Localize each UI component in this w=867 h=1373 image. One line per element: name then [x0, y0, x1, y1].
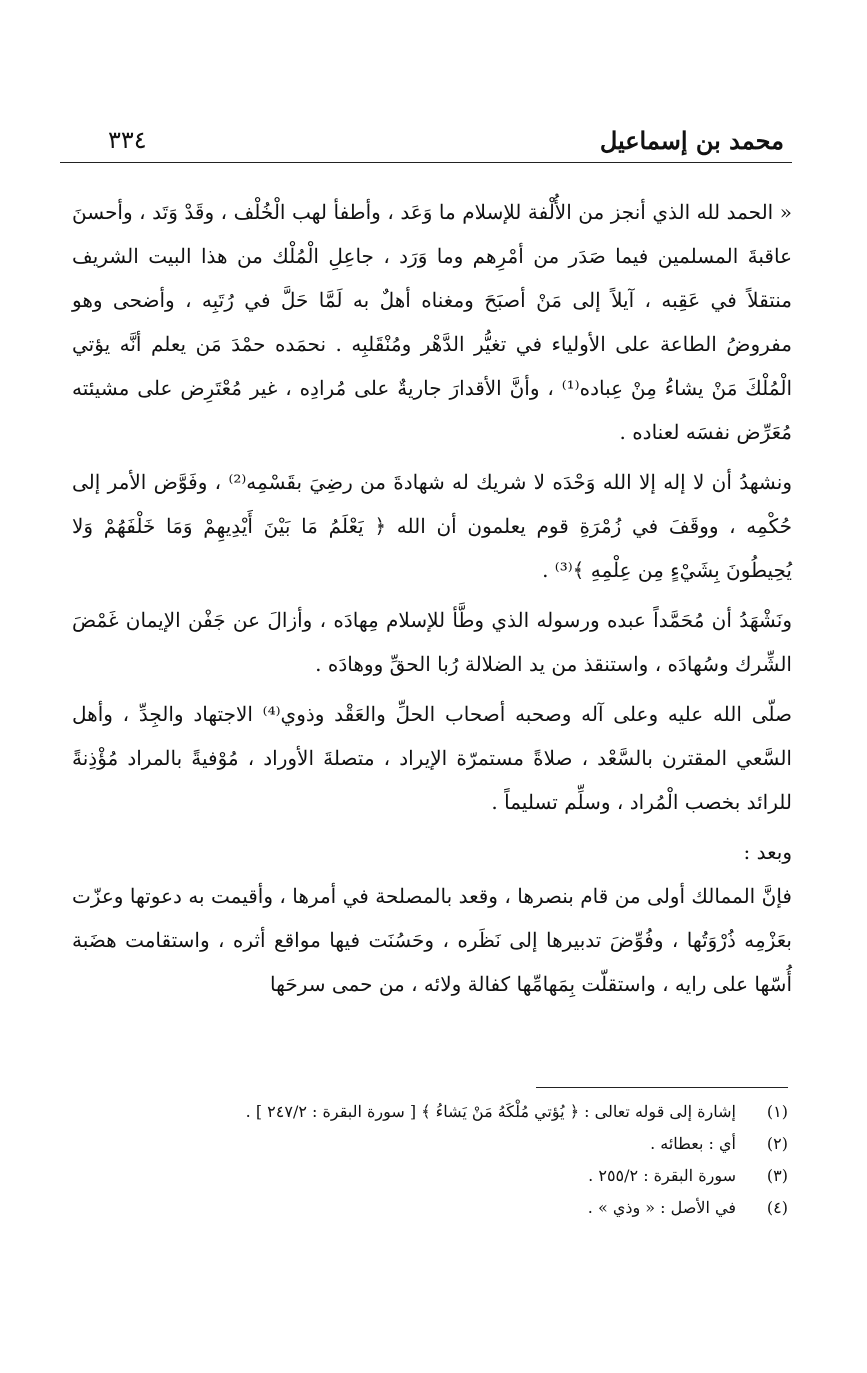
header-rule: [60, 162, 792, 163]
footnote-3: [72, 1160, 788, 1192]
footnote-text: إشارة إلى قوله تعالى : ﴿ يُؤتي مُلْكَهُ مَنْ يَشاءُ ﴾ [ سورة البقرة : ٢٤٧/٢ ] .: [245, 1102, 736, 1121]
main-text: [72, 190, 792, 1006]
footnote-number: (٢): [766, 1134, 788, 1153]
running-title: محمد بن إسماعيل: [599, 126, 784, 155]
footnote-2: [72, 1128, 788, 1160]
footnote-4: [72, 1192, 788, 1224]
footnote-number: (٣): [766, 1166, 788, 1185]
footnote-number: (١): [766, 1102, 788, 1121]
footnotes: [72, 1096, 788, 1224]
footnote-text: في الأصل : « وذي » .: [587, 1198, 736, 1217]
wa-bad-label: وبعد :: [743, 840, 792, 864]
page-header: [60, 118, 792, 158]
footnote-text: أي : بعطائه .: [650, 1134, 736, 1153]
footnote-number: (٤): [766, 1198, 788, 1217]
paragraph-rasul: ونَشْهَدُ أن مُحَمَّداً عبده ورسوله الذي وطَّأ للإسلام مِهادَه ، وأزالَ عن جَفْن الإيمان غَمْضَ الشِّرك وسُهادَه ، واستنقذ من يد الضلالة رُبا الحقِّ ووهادَه .: [72, 608, 792, 676]
footnote-1: [72, 1096, 788, 1128]
paragraph-salat: صلّى الله عليه وعلى آله وصحبه أصحاب الحلِّ والعَقْد وذوي⁽⁴⁾ الاجتهاد والجِدِّ ، وأهل السَّعي المقترن بالسَّعْد ، صلاةً مستمرّة الإيراد ، متصلةَ الأوراد ، مُوْفيةً بالمراد مُؤْذِنةً للرائد بخصب الْمُراد ، وسلِّم تسليماً .: [72, 702, 792, 814]
paragraph-mamalik: فإنَّ الممالك أولى من قام بنصرها ، وقعد بالمصلحة في أمرها ، وأقيمت به دعوتها وعزّت بعَزْمِه ذُرْوَتُها ، وفُوِّضَ تدبيرها إلى نَظَره ، وحَسُنَت فيها مواقع أثره ، واستقامت هضَبة أُسّها على رايه ، واستقلّت بِمَهامِّها كفالة ولائه ، من حمى سرحَها: [72, 884, 792, 996]
paragraph-shahada: ونشهدُ أن لا إله إلا الله وَحْدَه لا شريك له شهادةَ من رضِيَ بقَسْمِه⁽²⁾ ، وفَوَّض الأمر إلى حُكْمِه ، ووقَفَ في زُمْرَةِ قوم يعلمون أن الله ﴿ يَعْلَمُ مَا بَيْنَ أَيْدِيهِمْ وَمَا خَلْفَهُمْ وَلا يُحِيطُونَ بِشَيْءٍ مِن عِلْمِهِ ﴾⁽³⁾ .: [72, 470, 792, 582]
page-number: ٣٣٤: [108, 126, 147, 154]
footnote-text: سورة البقرة : ٢٥٥/٢ .: [588, 1166, 736, 1185]
paragraph-hamd: « الحمد لله الذي أنجز من الأُلْفة للإسلام ما وَعَد ، وأطفأ لهب الْخُلْف ، وقَدْ وَتَد ، وأحسنَ عاقبةَ المسلمين فيما صَدَر من أمْرِهم وما وَرَد ، جاعِلِ الْمُلْك من هذا البيت الشريف منتقلاً في عَقِبه ، آيلاً إلى مَنْ أصبَحَ ومغناه أهلٌ به لَمَّا حَلَّ في رُتَبِه ، وأضحى وهو مفروضُ الطاعة على الأولياء في تغيُّر الدَّهْر ومُنْقَلبِه . نحمَده حمْدَ مَن يعلم أنَّه يؤتي الْمُلْكَ مَنْ يشاءُ مِنْ عِباده⁽¹⁾ ، وأنَّ الأقدارَ جاريةٌ على مُرادِه ، غير مُعْتَرِض على مشيئته مُعَرِّض نفسَه لعناده .: [72, 200, 792, 444]
